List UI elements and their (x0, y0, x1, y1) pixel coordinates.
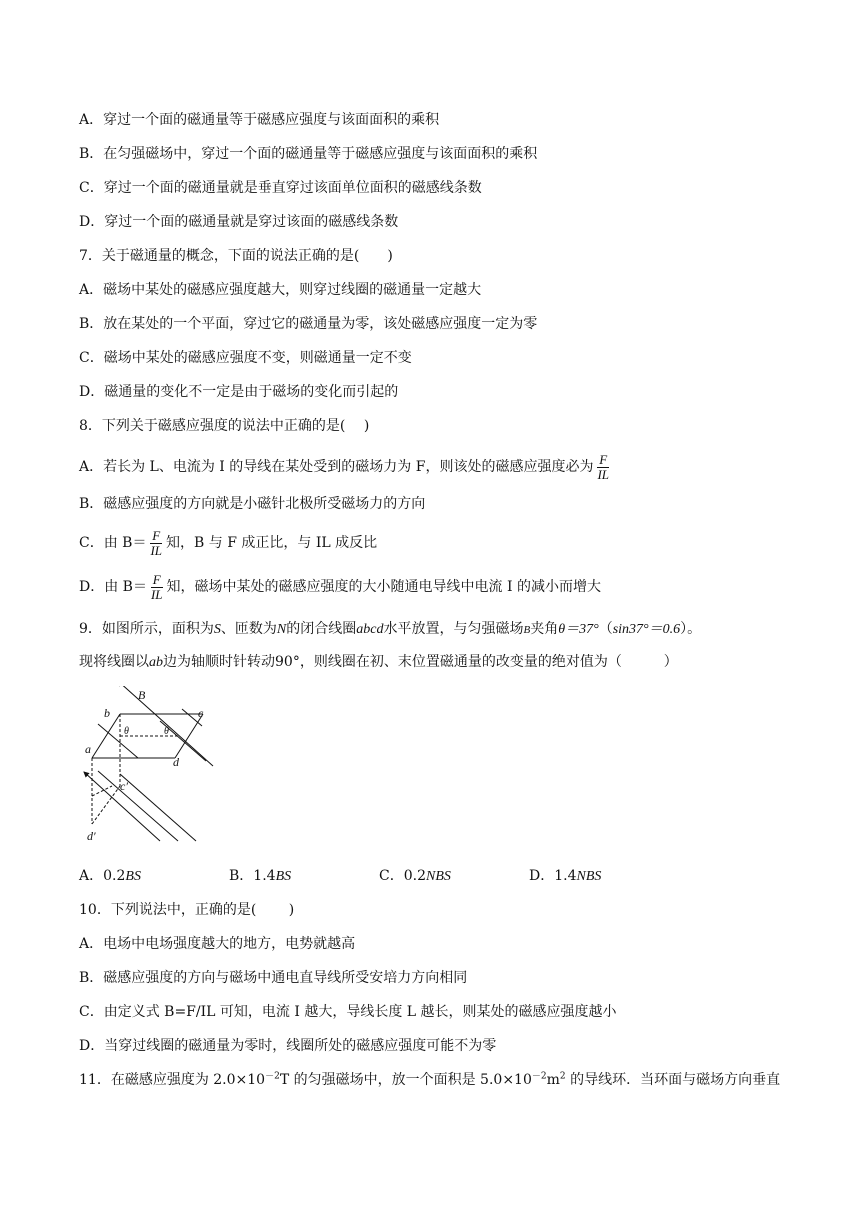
option-6d: D．穿过一个面的磁通量就是穿过该面的磁感线条数 (79, 214, 399, 230)
option-8b: B．磁感应强度的方向就是小磁针北极所受磁场力的方向 (79, 496, 426, 512)
option-7c: C．磁场中某处的磁感应强度不变，则磁通量一定不变 (79, 350, 412, 366)
option-9c: C．0.2NBS (379, 868, 451, 884)
option-10b: B．磁感应强度的方向与磁场中通电直导线所受安培力方向相同 (79, 970, 468, 986)
question-9-line-1: 9．如图所示，面积为S、匝数为N的闭合线圈abcd水平放置，与匀强磁场B夹角θ＝37°（sin37°＝0.6）。 (79, 621, 702, 637)
question-7: 7．关于磁通量的概念，下面的说法正确的是( ) (79, 248, 393, 264)
question-10: 10．下列说法中，正确的是( ) (79, 902, 295, 918)
question-8: 8．下列关于磁感应强度的说法中正确的是( ) (79, 418, 370, 434)
svg-text:b: b (104, 706, 110, 720)
option-7d: D．磁通量的变化不一定是由于磁场的变化而引起的 (79, 384, 399, 400)
question-9-line-2: 现将线圈以ab边为轴顺时针转动90°，则线圈在初、末位置磁通量的改变量的绝对值为（ ） (79, 654, 678, 670)
svg-text:B: B (138, 688, 146, 702)
svg-text:c′: c′ (120, 779, 128, 793)
svg-text:θ: θ (124, 726, 129, 737)
option-6a: A．穿过一个面的磁通量等于磁感应强度与该面面积的乘积 (79, 112, 440, 128)
svg-text:θ: θ (164, 726, 169, 737)
question-11: 11．在磁感应强度为 $2.0\times 10^{-2}T$ 的匀强磁场中，放一个面积是 $5.0\times 10^{-2}m^2$ 的导线环．当环面与磁场方向垂直 (79, 1071, 781, 1088)
option-6b: B．在匀强磁场中，穿过一个面的磁通量等于磁感应强度与该面面积的乘积 (79, 146, 538, 162)
svg-text:c: c (198, 706, 204, 720)
fraction-f-over-il: $\frac{F}{IL}$ (597, 451, 610, 482)
svg-text:d: d (173, 755, 179, 769)
coil-magnetic-field-figure (78, 686, 228, 846)
option-8c: C．由 B＝ $\frac{F}{IL}$ 知，B 与 F 成正比，与 IL 成反比 (79, 527, 378, 558)
option-10d: D．当穿过线圈的磁通量为零时，线圈所处的磁感应强度可能不为零 (79, 1038, 497, 1054)
option-7a: A．磁场中某处的磁感应强度越大，则穿过线圈的磁通量一定越大 (79, 282, 482, 298)
svg-text:d′: d′ (87, 829, 96, 843)
fraction-f-over-il: $\frac{F}{IL}$ (150, 527, 163, 558)
option-7b: B．放在某处的一个平面，穿过它的磁通量为零，该处磁感应强度一定为零 (79, 316, 538, 332)
option-9a: A．0.2BS (79, 868, 141, 884)
svg-text:a: a (85, 742, 91, 756)
fraction-f-over-il: $\frac{F}{IL}$ (150, 571, 163, 602)
option-6c: C．穿过一个面的磁通量就是垂直穿过该面单位面积的磁感线条数 (79, 180, 482, 196)
option-8d: D．由 B＝ $\frac{F}{IL}$ 知，磁场中某处的磁感应强度的大小随通电导线中电流 I 的减小而增大 (79, 571, 601, 602)
option-9d: D．1.4NBS (529, 868, 602, 884)
option-10a: A．电场中电场强度越大的地方，电势就越高 (79, 936, 356, 952)
option-9b: B．1.4BS (229, 868, 292, 884)
option-8a-text: A．若长为 L、电流为 I 的导线在某处受到的磁场力为 F，则该处的磁感应强度必为 (79, 459, 594, 475)
option-10c: C．由定义式 B=F/IL 可知，电流 I 越大，导线长度 L 越长，则某处的磁感应强度越小 (79, 1004, 617, 1020)
option-8a (79, 450, 613, 484)
